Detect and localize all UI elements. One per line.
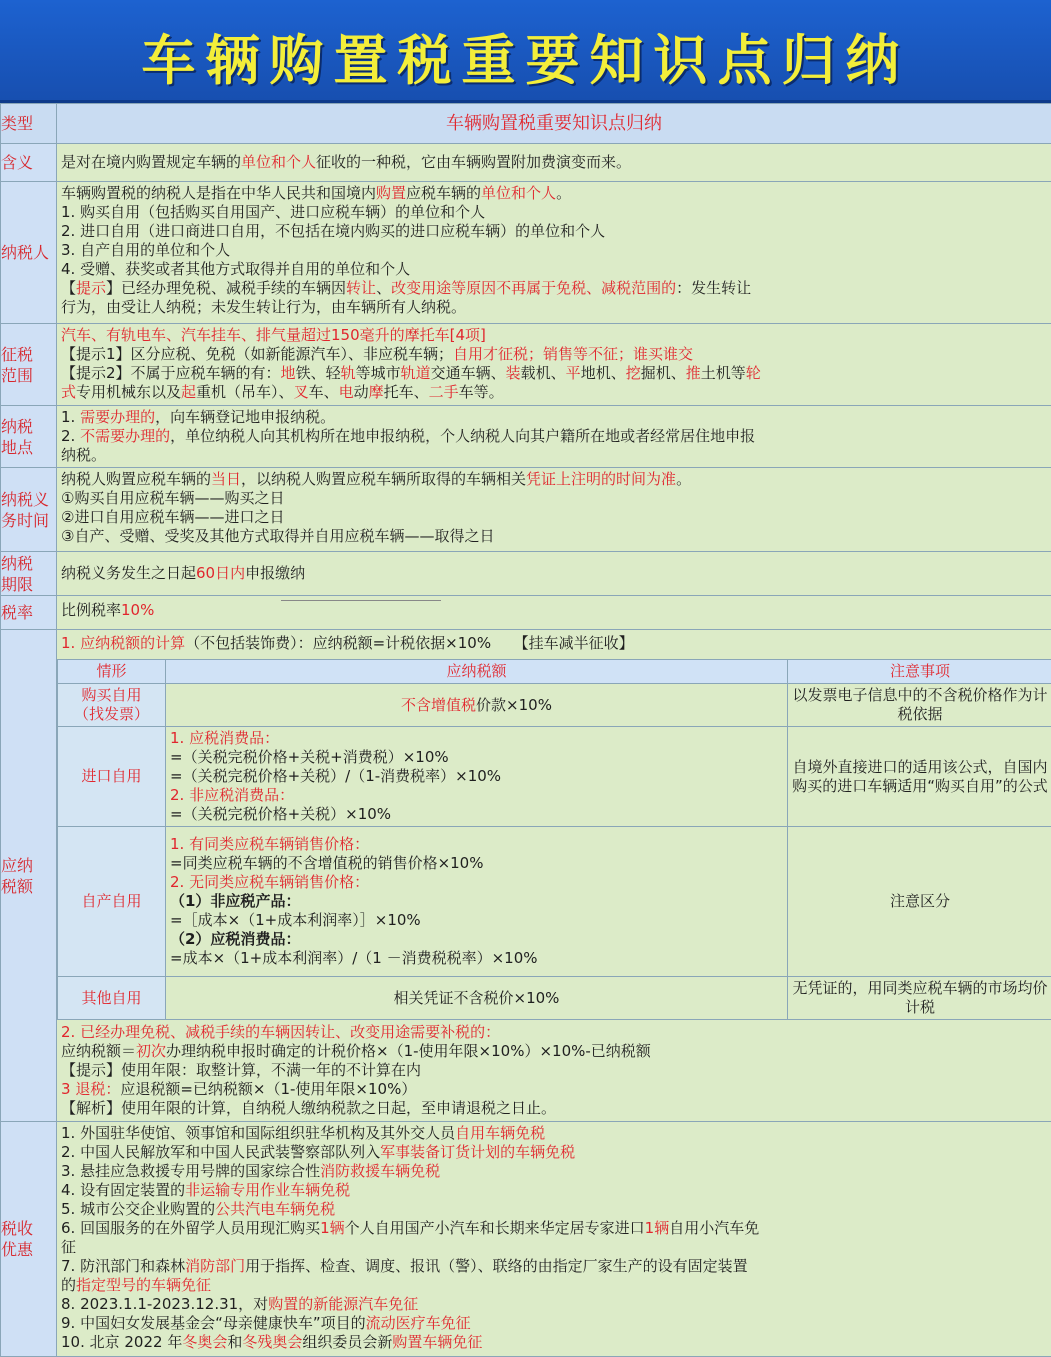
row-place xyxy=(1,406,1051,468)
taxpayer-label: 纳税人 xyxy=(1,182,57,324)
scope-content xyxy=(57,324,1051,406)
meaning-label: 含义 xyxy=(1,144,57,182)
deadline-content: 纳税义务发生之日起60日内申报缴纳 xyxy=(57,552,1051,596)
header-label: 类型 xyxy=(1,104,57,144)
title-banner xyxy=(0,0,1051,103)
relief-label: 税收 优惠 xyxy=(1,1122,57,1357)
time-item: ③自产、受赠、受奖及其他方式取得并自用应税车辆——取得之日 xyxy=(61,527,1047,546)
row-deadline xyxy=(1,552,1051,596)
taxpayer-tip-cont: 行为，由受让人纳税；未发生转让行为，由车辆所有人纳税。 xyxy=(61,298,1047,317)
note-other: 无凭证的，用同类应税车辆的市场均价计税 xyxy=(788,977,1051,1020)
taxpayer-item: 4. 受赠、获奖或者其他方式取得并自用的单位和个人 xyxy=(61,260,1047,279)
situation-self: 自产自用 xyxy=(58,827,166,977)
taxpayer-item: 3. 自产自用的单位和个人 xyxy=(61,241,1047,260)
scope-tip1: 【提示1】区分应税、免税（如新能源汽车）、非应税车辆；自用才征税；销售等不征；谁买谁交 xyxy=(61,345,1047,364)
formula-import: 1. 应税消费品： =（关税完税价格+关税+消费税）×10% =（关税完税价格+关税）/（1-消费税率）×10% 2. 非应税消费品： =（关税完税价格+关税）×10% xyxy=(166,727,788,827)
time-item: ①购买自用应税车辆——购买之日 xyxy=(61,489,1047,508)
relief-item: 3. 悬挂应急救援专用号牌的国家综合性消防救援车辆免税 xyxy=(61,1162,1047,1181)
formula-other: 相关凭证不含税价×10% xyxy=(166,977,788,1020)
knowledge-table xyxy=(0,103,1051,1357)
knowledge-table-container xyxy=(0,103,1051,1344)
relief-item: 4. 设有固定装置的非运输专用作业车辆免税 xyxy=(61,1181,1047,1200)
time-label: 纳税义 务时间 xyxy=(1,468,57,552)
situation-import: 进口自用 xyxy=(58,727,166,827)
header-title: 车辆购置税重要知识点归纳 xyxy=(57,104,1051,144)
relief-item: 6. 回国服务的在外留学人员用现汇购买1辆个人自用国产小汽车和长期来华定居专家进口1辆自用小汽车免 xyxy=(61,1219,1047,1238)
relief-item: 7. 防汛部门和森林消防部门用于指挥、检查、调度、报讯（警）、联络的由指定厂家生产的设有固定装置 xyxy=(61,1257,1047,1276)
amount-calc: 1. 应纳税额的计算（不包括装饰费）：应纳税额=计税依据×10% 【挂车减半征收】 xyxy=(57,630,1051,659)
row-amount xyxy=(1,630,1051,1122)
banner-title: 车辆购置税重要知识点归纳 xyxy=(0,18,1051,95)
scope-tip2-cont: 式专用机械东以及起重机（吊车）、叉车、电动摩托车、二手车等。 xyxy=(61,383,1047,402)
relief-item: 征 xyxy=(61,1238,1047,1257)
relief-content xyxy=(57,1122,1051,1357)
amount-label: 应纳 税额 xyxy=(1,630,57,1122)
scope-line: 汽车、有轨电车、汽车挂车、排气量超过150毫升的摩托车[4项] xyxy=(61,326,1047,345)
subrow-import xyxy=(58,727,1051,827)
col-situation: 情形 xyxy=(58,660,166,684)
rate-label: 税率 xyxy=(1,596,57,630)
row-rate xyxy=(1,596,1051,630)
col-amount: 应纳税额 xyxy=(166,660,788,684)
note-buy: 以发票电子信息中的不含税价格作为计税依据 xyxy=(788,684,1051,727)
taxpayer-item: 2. 进口自用（进口商进口自用，不包括在境内购买的进口应税车辆）的单位和个人 xyxy=(61,222,1047,241)
place-content: 1. 需要办理的，向车辆登记地申报纳税。 2. 不需要办理的，单位纳税人向其机构所在地申报纳税，个人纳税人向其户籍所在地或者经常居住地申报 纳税。 xyxy=(57,406,1051,468)
relief-item: 2. 中国人民解放军和中国人民武装警察部队列入军事装备订货计划的车辆免税 xyxy=(61,1143,1047,1162)
subtable-header xyxy=(58,660,1051,684)
formula-self: 1. 有同类应税车辆销售价格： =同类应税车辆的不含增值税的销售价格×10% 2. 无同类应税车辆销售价格： （1）非应税产品： =［成本×（1+成本利润率）］×10% （2）应税消费品： =成本×（1+成本利润率）/（1 －消费税税率）×10% xyxy=(166,827,788,977)
subrow-buy xyxy=(58,684,1051,727)
subrow-self xyxy=(58,827,1051,977)
relief-item: 5. 城市公交企业购置的公共汽电车辆免税 xyxy=(61,1200,1047,1219)
situation-buy: 购买自用 （找发票） xyxy=(58,684,166,727)
taxpayer-intro: 车辆购置税的纳税人是指在中华人民共和国境内购置应税车辆的单位和个人。 xyxy=(61,184,1047,203)
row-scope xyxy=(1,324,1051,406)
relief-item: 10. 北京 2022 年冬奥会和冬残奥会组织委员会新购置车辆免征 xyxy=(61,1333,1047,1352)
taxpayer-item: 1. 购买自用（包括购买自用国产、进口应税车辆）的单位和个人 xyxy=(61,203,1047,222)
time-item: ②进口自用应税车辆——进口之日 xyxy=(61,508,1047,527)
meaning-content: 是对在境内购置规定车辆的单位和个人征收的一种税，它由车辆购置附加费演变而来。 xyxy=(57,144,1051,182)
relief-item: 8. 2023.1.1-2023.12.31，对购置的新能源汽车免征 xyxy=(61,1295,1047,1314)
row-taxpayer xyxy=(1,182,1051,324)
taxpayer-tip: 【提示】已经办理免税、减税手续的车辆因转让、改变用途等原因不再属于免税、减税范围的：发生转让 xyxy=(61,279,1047,298)
subrow-other xyxy=(58,977,1051,1020)
situation-other: 其他自用 xyxy=(58,977,166,1020)
scope-label: 征税 范围 xyxy=(1,324,57,406)
deadline-label: 纳税 期限 xyxy=(1,552,57,596)
note-self: 注意区分 xyxy=(788,827,1051,977)
relief-item: 1. 外国驻华使馆、领事馆和国际组织驻华机构及其外交人员自用车辆免税 xyxy=(61,1124,1047,1143)
time-content: 纳税人购置应税车辆的当日，以纳税人购置应税车辆所取得的车辆相关凭证上注明的时间为准。 ①购买自用应税车辆——购买之日 ②进口自用应税车辆——进口之日 ③自产、受赠、受奖及其他方式取得并自用应税车辆——取得之日 xyxy=(57,468,1051,552)
relief-item: 的指定型号的车辆免征 xyxy=(61,1276,1047,1295)
relief-item: 9. 中国妇女发展基金会“母亲健康快车”项目的流动医疗车免征 xyxy=(61,1314,1047,1333)
amount-content xyxy=(57,630,1051,1122)
rate-content: 比例税率10% xyxy=(57,596,1051,630)
amount-supplement: 2. 已经办理免税、减税手续的车辆因转让、改变用途需要补税的： 应纳税额＝初次办理纳税申报时确定的计税价格×（1-使用年限×10%）×10%-已纳税额 【提示】使用年限：取整计算，不满一年的不计算在内 3 退税：应退税额=已纳税额×（1-使用年限×10%） 【解析】使用年限的计算，自纳税人缴纳税款之日起，至申请退税之日止。 xyxy=(57,1020,1051,1121)
row-time xyxy=(1,468,1051,552)
formula-buy: 不含增值税价款×10% xyxy=(166,684,788,727)
row-meaning xyxy=(1,144,1051,182)
taxpayer-content xyxy=(57,182,1051,324)
place-label: 纳税 地点 xyxy=(1,406,57,468)
col-notes: 注意事项 xyxy=(788,660,1051,684)
header-row xyxy=(1,104,1051,144)
row-relief xyxy=(1,1122,1051,1357)
note-import: 自境外直接进口的适用该公式，自国内购买的进口车辆适用“购买自用”的公式 xyxy=(788,727,1051,827)
amount-subtable xyxy=(57,659,1051,1020)
scope-tip2: 【提示2】不属于应税车辆的有：地铁、轻轨等城市轨道交通车辆、装载机、平地机、挖掘机、推土机等轮 xyxy=(61,364,1047,383)
